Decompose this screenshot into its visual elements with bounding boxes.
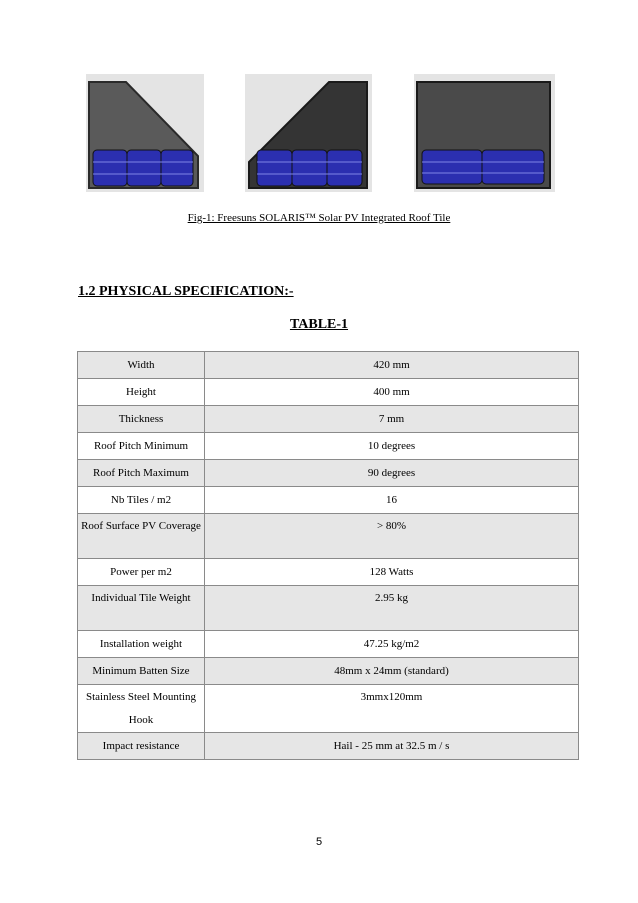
spec-value: 420 mm: [205, 352, 579, 379]
solar-tile-left-icon: [86, 74, 204, 192]
spec-label: Roof Surface PV Coverage: [81, 520, 201, 532]
spec-label: Height: [78, 379, 205, 406]
table-title: TABLE-1: [289, 317, 349, 332]
table-row: [78, 586, 579, 631]
spec-value: 47.25 kg/m2: [205, 631, 579, 658]
table-row: [78, 352, 579, 379]
spec-value: 16: [205, 487, 579, 514]
spec-value: Hail - 25 mm at 32.5 m / s: [205, 733, 579, 760]
spec-value: 48mm x 24mm (standard): [205, 658, 579, 685]
spec-value: 2.95 kg: [205, 586, 579, 631]
page-number: 5: [315, 836, 323, 848]
spec-value: 128 Watts: [205, 559, 579, 586]
spec-label: Width: [78, 352, 205, 379]
spec-value: 90 degrees: [205, 460, 579, 487]
spec-value: 3mmx120mm: [205, 685, 579, 733]
spec-value: 7 mm: [205, 406, 579, 433]
spec-label: Thickness: [78, 406, 205, 433]
solar-tile-full-icon: [414, 74, 555, 192]
table-row: [78, 433, 579, 460]
table-row: [78, 631, 579, 658]
figure-images: [0, 74, 638, 194]
table-row: [78, 379, 579, 406]
solar-tile-right-icon: [245, 74, 372, 192]
spec-label: Individual Tile Weight: [91, 592, 191, 604]
table-row: [78, 559, 579, 586]
spec-label: Installation weight: [78, 631, 205, 658]
table-row: [78, 487, 579, 514]
spec-label: Power per m2: [78, 559, 205, 586]
section-heading: 1.2 PHYSICAL SPECIFICATION:-: [78, 284, 294, 299]
figure-caption: Fig-1: Freesuns SOLARIS™ Solar PV Integrated Roof Tile: [187, 212, 451, 224]
table-row: [78, 685, 579, 733]
specification-table: [77, 351, 579, 760]
table-row: [78, 658, 579, 685]
spec-label: Minimum Batten Size: [78, 658, 205, 685]
spec-label: Roof Pitch Minimum: [78, 433, 205, 460]
table-row: [78, 514, 579, 559]
spec-value: 10 degrees: [205, 433, 579, 460]
spec-value: 400 mm: [205, 379, 579, 406]
spec-value: > 80%: [205, 514, 579, 559]
spec-label: Nb Tiles / m2: [78, 487, 205, 514]
table-row: [78, 733, 579, 760]
spec-label: Stainless Steel Mounting Hook: [86, 691, 196, 726]
spec-label: Roof Pitch Maximum: [78, 460, 205, 487]
table-row: [78, 406, 579, 433]
table-row: [78, 460, 579, 487]
spec-label: Impact resistance: [78, 733, 205, 760]
